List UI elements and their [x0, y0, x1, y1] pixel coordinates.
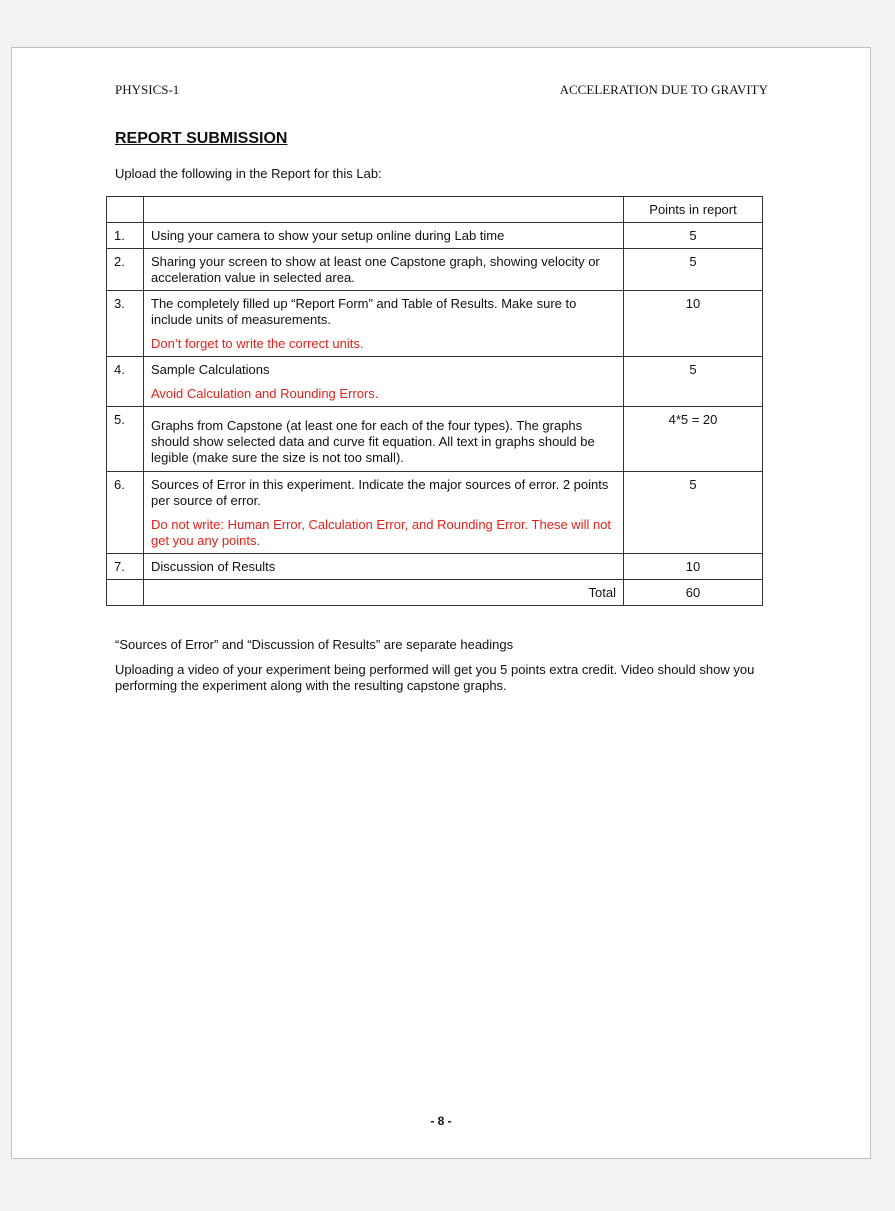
row-warning: Don’t forget to write the correct units.	[151, 336, 364, 351]
table-row	[107, 249, 763, 291]
row-number: 5.	[107, 407, 144, 472]
table-row	[107, 223, 763, 249]
row-warning: Do not write: Human Error, Calculation Error, and Rounding Error. These will not get you any points.	[151, 517, 612, 548]
row-points: 5	[624, 357, 763, 407]
row-text: Graphs from Capstone (at least one for each of the four types). The graphs should show selected data and curve fit equation. All text in graphs should be legible (make sure the size is not too small).	[151, 418, 595, 465]
table-row	[107, 472, 763, 554]
row-number: 7.	[107, 554, 144, 580]
intro-text: Upload the following in the Report for this Lab:	[115, 166, 382, 181]
row-description	[144, 407, 624, 472]
row-description	[144, 472, 624, 554]
table-row	[107, 357, 763, 407]
header-course: PHYSICS-1	[115, 82, 180, 97]
note-extra-credit: Uploading a video of your experiment being performed will get you 5 points extra credit. Video should show you performing the experiment along with the resulting capstone graphs.	[115, 662, 755, 693]
document-page	[11, 47, 871, 1159]
row-description	[144, 249, 624, 291]
total-row	[107, 580, 763, 606]
table-row	[107, 554, 763, 580]
row-number: 2.	[107, 249, 144, 291]
points-header: Points in report	[624, 197, 763, 223]
row-points: 5	[624, 472, 763, 554]
row-description	[144, 223, 624, 249]
row-warning: Avoid Calculation and Rounding Errors.	[151, 386, 379, 401]
row-number: 4.	[107, 357, 144, 407]
row-description	[144, 357, 624, 407]
page-number: - 8 -	[430, 1114, 452, 1128]
table-row	[107, 291, 763, 357]
row-description	[144, 291, 624, 357]
section-title: REPORT SUBMISSION	[115, 130, 288, 147]
row-points: 10	[624, 554, 763, 580]
row-number: 3.	[107, 291, 144, 357]
row-text: Using your camera to show your setup online during Lab time	[151, 228, 505, 243]
row-points: 5	[624, 249, 763, 291]
row-points: 4*5 = 20	[624, 407, 763, 472]
row-text: Sharing your screen to show at least one Capstone graph, showing velocity or acceleration value in selected area.	[151, 254, 600, 285]
row-description	[144, 554, 624, 580]
row-points: 10	[624, 291, 763, 357]
row-number: 1.	[107, 223, 144, 249]
note-headings: “Sources of Error” and “Discussion of Results” are separate headings	[115, 637, 514, 652]
report-table	[106, 196, 763, 606]
row-text: Discussion of Results	[151, 559, 276, 574]
header-lab-title: ACCELERATION DUE TO GRAVITY	[559, 82, 768, 97]
row-number: 6.	[107, 472, 144, 554]
row-text: Sources of Error in this experiment. Indicate the major sources of error. 2 points per source of error.	[151, 477, 609, 508]
row-text: The completely filled up “Report Form” and Table of Results. Make sure to include units of measurements.	[151, 296, 577, 327]
total-label: Total	[144, 580, 624, 606]
row-points: 5	[624, 223, 763, 249]
total-value: 60	[624, 580, 763, 606]
table-header-row	[107, 197, 763, 223]
row-text: Sample Calculations	[151, 362, 270, 377]
table-row	[107, 407, 763, 472]
